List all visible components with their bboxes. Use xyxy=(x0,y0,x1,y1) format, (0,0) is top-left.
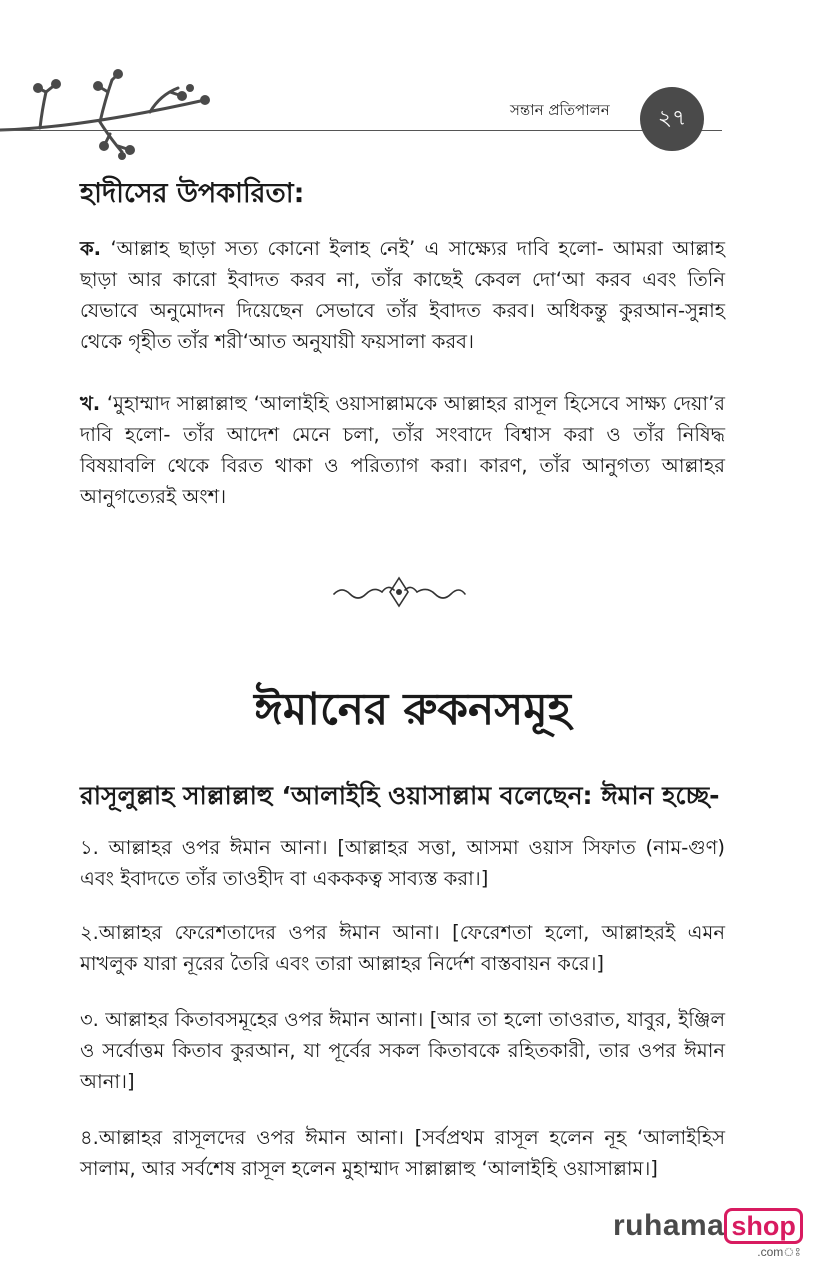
paragraph-text: ‘মুহাম্মাদ সাল্লাল্লাহু ‘আলাইহি ওয়াসাল্লামকে আল্লাহর রাসূল হিসেবে সাক্ষ্য দেয়া’র দাবি হলো- তাঁর আদেশ মেনে চলা, তাঁর সংবাদে বিশ্বাস করা ও তাঁর নিষিদ্ধ বিষয়াবলি থেকে বিরত থাকা ও পরিত্যাগ করা। কারণ, তাঁর আনুগত্য আল্লাহর আনুগত্যেরই অংশ। xyxy=(80,392,725,508)
pillar-item-3: ৩. আল্লাহর কিতাবসমূহের ওপর ঈমান আনা। [আর তা হলো তাওরাত, যাবুর, ইঞ্জিল ও সর্বোত্তম কিতাব কুরআন, যা পূর্বের সকল কিতাবকে রহিতকারী, তার ওপর ঈমান আনা।] xyxy=(80,1008,725,1093)
logo-text-shop: shop xyxy=(724,1208,803,1244)
section-benefits xyxy=(80,176,725,212)
divider-ornament-icon xyxy=(332,572,467,612)
paragraph-ka xyxy=(80,233,725,357)
paragraph-marker: খ. xyxy=(80,392,101,415)
logo-text-ruhama: ruhama xyxy=(613,1209,725,1242)
pillar-item-4: ৪.আল্লাহর রাসূলদের ওপর ঈমান আনা। [সর্বপ্রথম রাসূল হলেন নূহ ‘আলাইহিস সালাম, আর সর্বশেষ রাসূল হলেন মুহাম্মাদ সাল্লাল্লাহু ‘আলাইহি ওয়াসাল্লাম।] xyxy=(80,1126,725,1180)
page-number: ২৭ xyxy=(657,105,687,131)
chapter-title: ঈমানের রুকনসমূহ xyxy=(254,684,571,735)
ruhamashop-logo xyxy=(613,1208,803,1259)
list-item xyxy=(80,1004,725,1097)
header-rule xyxy=(0,130,722,131)
subheading-block xyxy=(80,778,740,814)
running-title: সন্তান প্রতিপালন xyxy=(510,101,610,119)
pillar-item-2: ২.আল্লাহর ফেরেশতাদের ওপর ঈমান আনা। [ফেরেশতা হলো, আল্লাহরই এমন মাখলুক যারা নূরের তৈরি এবং তারা আল্লাহর নির্দেশ বাস্তবায়ন করে।] xyxy=(80,921,725,975)
pillar-item-1: ১. আল্লাহর ওপর ঈমান আনা। [আল্লাহর সত্তা, আসমা ওয়াস সিফাত (নাম-গুণ) এবং ইবাদতে তাঁর তাওহীদ বা একককত্ব সাব্যস্ত করা।] xyxy=(80,836,725,890)
logo-suffix: .comঃ xyxy=(757,1245,801,1259)
list-item xyxy=(80,832,725,894)
list-item xyxy=(80,1122,725,1184)
chapter-subheading: রাসূলুল্লাহ সাল্লাল্লাহু ‘আলাইহি ওয়াসাল্লাম বলেছেন: ঈমান হচ্ছে- xyxy=(80,781,720,810)
paragraph-kha xyxy=(80,388,725,512)
section-heading: হাদীসের উপকারিতা: xyxy=(80,178,305,209)
paragraph-marker: ক. xyxy=(80,237,102,260)
paragraph-text: ‘আল্লাহ ছাড়া সত্য কোনো ইলাহ নেই’ এ সাক্ষ্যের দাবি হলো- আমরা আল্লাহ ছাড়া আর কারো ইবাদত করব না, তাঁর কাছেই কেবল দো‘আ করব এবং তিনি যেভাবে অনুমোদন দিয়েছেন সেভাবে তাঁর ইবাদত করব। অধিকন্তু কুরআন-সুন্নাহ থেকে গৃহীত তাঁর শরী‘আত অনুযায়ী ফয়সালা করব। xyxy=(80,237,725,353)
branch-ornament-icon xyxy=(0,60,215,170)
page-number-badge xyxy=(640,87,704,151)
list-item xyxy=(80,917,725,979)
